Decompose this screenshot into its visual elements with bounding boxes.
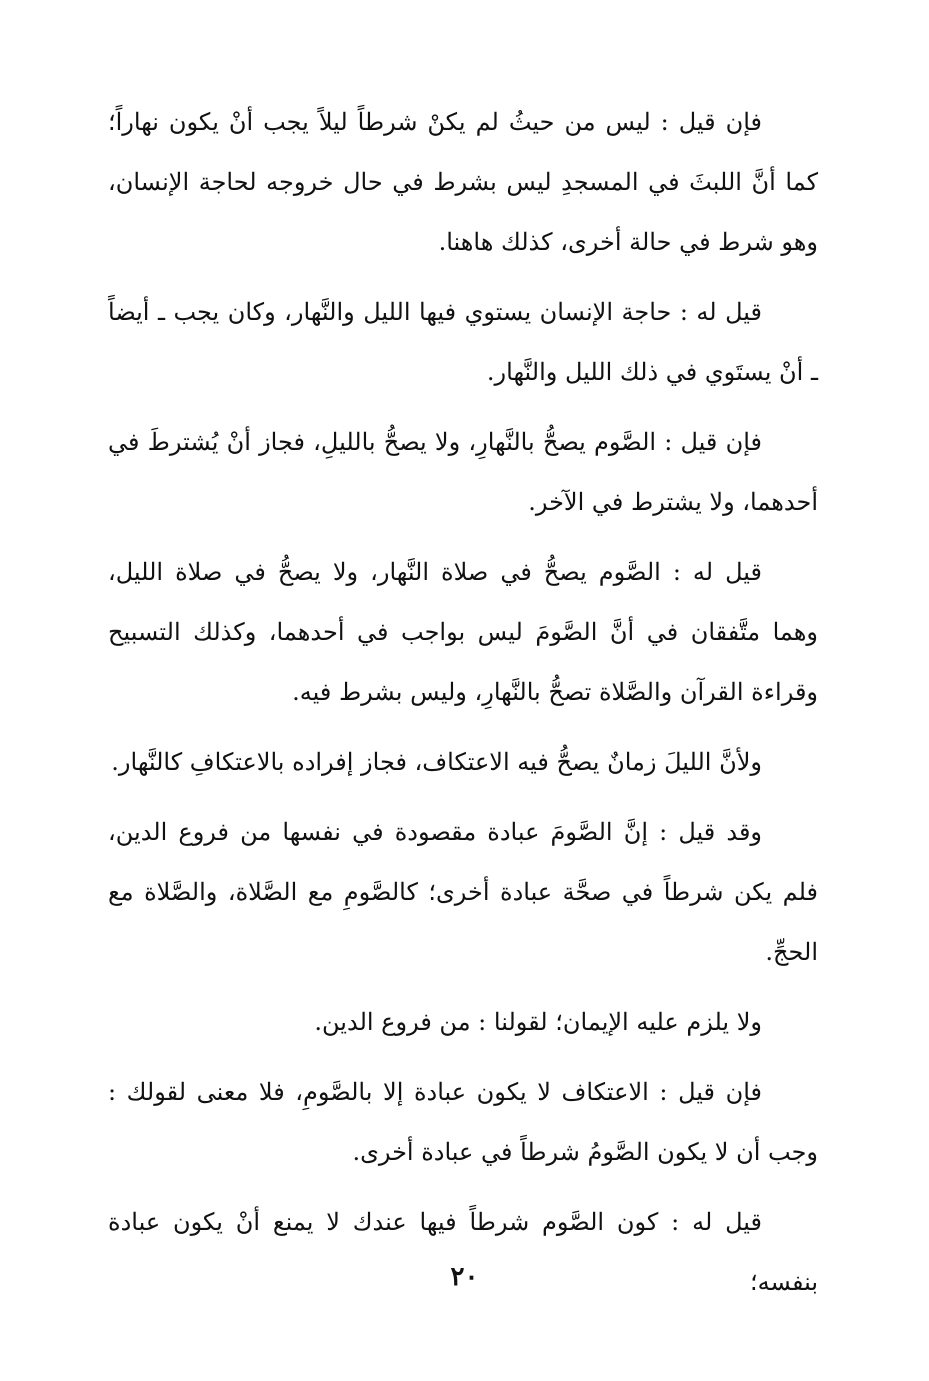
paragraph-8: فإن قيل : الاعتكاف لا يكون عبادة إلا بالصَّومِ، فلا معنى لقولك : وجب أن لا يكون الصَّومُ شرطاً في عبادة أخرى. bbox=[108, 1078, 818, 1166]
paragraph-7: ولا يلزم عليه الإيمان؛ لقولنا : من فروع الدين. bbox=[314, 1008, 762, 1036]
paragraph-2: قيل له : حاجة الإنسان يستوي فيها الليل والنَّهار، وكان يجب ـ أيضاً ـ أنْ يستَوي في ذلك الليل والنَّهار. bbox=[108, 298, 818, 386]
paragraph-4: قيل له : الصَّوم يصحُّ في صلاة النَّهار، ولا يصحُّ في صلاة الليل، وهما متَّفقان في أنَّ الصَّومَ ليس بواجب في أحدهما، وكذلك التسبيح وقراءة القرآن والصَّلاة تصحُّ بالنَّهارِ، وليس بشرط فيه. bbox=[108, 558, 818, 706]
paragraph-6: وقد قيل : إنَّ الصَّومَ عبادة مقصودة في نفسها من فروع الدين، فلم يكن شرطاً في صحَّة عبادة أخرى؛ كالصَّومِ مع الصَّلاة، والصَّلاة مع الحجِّ. bbox=[108, 818, 818, 966]
paragraph-9: قيل له : كون الصَّوم شرطاً فيها عندك لا يمنع أنْ يكون عبادة بنفسه؛ bbox=[108, 1208, 818, 1296]
paragraph-5: ولأنَّ الليلَ زمانٌ يصحُّ فيه الاعتكاف، فجاز إفراده بالاعتكافِ كالنَّهار. bbox=[111, 748, 762, 776]
page-number: ٢٠ bbox=[450, 1262, 479, 1292]
paragraph-3: فإن قيل : الصَّوم يصحُّ بالنَّهارِ، ولا يصحُّ بالليلِ، فجاز أنْ يُشترطَ في أحدهما، ولا يشترط في الآخر. bbox=[108, 428, 818, 516]
paragraph-1: فإن قيل : ليس من حيثُ لم يكنْ شرطاً ليلاً يجب أنْ يكون نهاراً؛ كما أنَّ اللبثَ في المسجدِ ليس بشرط في حال خروجه لحاجة الإنسان، وهو شرط في حالة أخرى، كذلك هاهنا. bbox=[108, 108, 818, 256]
body-text bbox=[108, 92, 818, 1322]
